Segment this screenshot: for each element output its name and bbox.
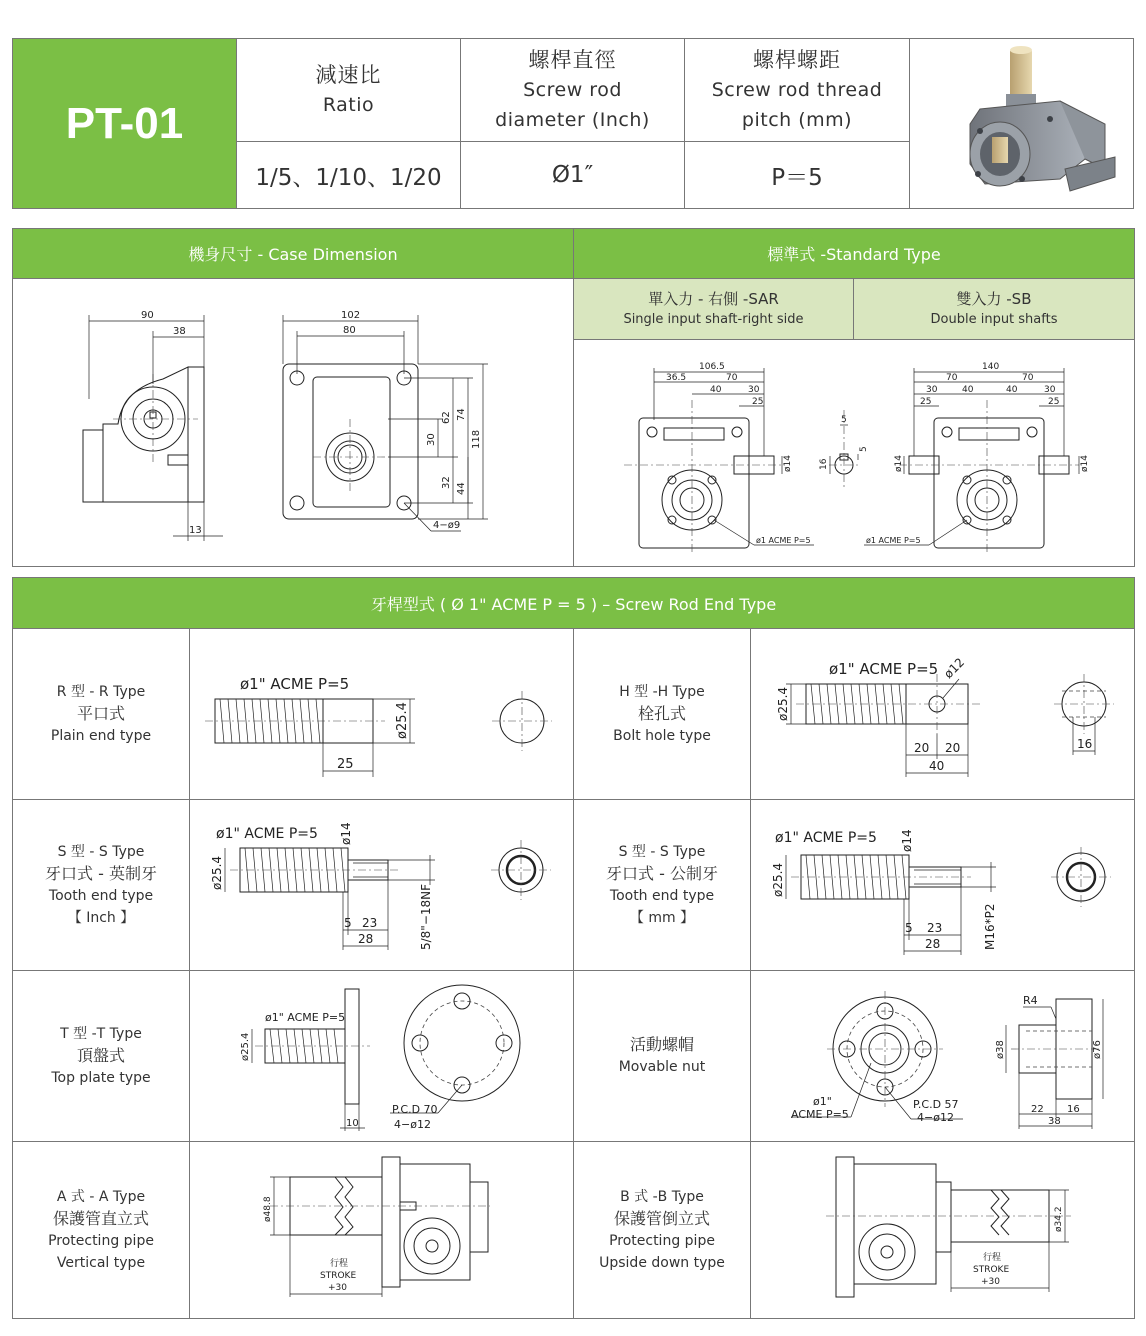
ratio-header bbox=[236, 38, 461, 142]
nut-dim-16: 16 bbox=[1067, 1104, 1080, 1115]
h-dim-254: ø25.4 bbox=[776, 686, 790, 721]
rod-dia-en1: Screw rod bbox=[523, 79, 622, 101]
a-type-label-cell bbox=[12, 1141, 190, 1319]
t-acme-label: ø1" ACME P=5 bbox=[265, 1011, 346, 1024]
dim-62: 62 bbox=[441, 411, 452, 424]
b-dim-342: ø34.2 bbox=[1054, 1206, 1064, 1232]
s-mm-label-cell bbox=[573, 799, 751, 971]
case-front-view bbox=[283, 310, 488, 531]
pitch-value: P＝5 bbox=[771, 164, 823, 191]
sb-dim-70a: 70 bbox=[946, 373, 958, 383]
key-detail bbox=[819, 410, 869, 490]
b-dim-stroke3: +30 bbox=[981, 1277, 1000, 1287]
s-inch-svg bbox=[190, 800, 573, 970]
h-acme-label: ø1" ACME P=5 bbox=[829, 660, 939, 678]
s-mm-dim-14: ø14 bbox=[900, 829, 914, 852]
sar-dim-365: 36.5 bbox=[666, 373, 687, 383]
r-type-line3: Plain end type bbox=[50, 728, 152, 744]
s-inch-line3: Tooth end type bbox=[48, 888, 154, 904]
case-side-view bbox=[83, 310, 223, 541]
sb-dim-acme: ø1 ACME P=5 bbox=[866, 536, 921, 545]
a-type-line2: 保護管直立式 bbox=[52, 1209, 149, 1228]
standard-type-header bbox=[573, 228, 1135, 279]
b-type-line2: 保護管倒立式 bbox=[613, 1209, 710, 1228]
sar-en: Single input shaft-right side bbox=[623, 312, 804, 327]
sb-cjk: 雙入力 -SB bbox=[956, 290, 1032, 308]
s-inch-dim-5: 5 bbox=[344, 916, 352, 930]
t-type-label-cell bbox=[12, 970, 190, 1142]
s-inch-dim-14: ø14 bbox=[339, 822, 353, 845]
sb-header bbox=[853, 278, 1135, 340]
s-mm-line3: Tooth end type bbox=[609, 888, 715, 904]
ratio-value: 1/5、1/10、1/20 bbox=[255, 164, 442, 191]
sar-dim-14: ø14 bbox=[783, 455, 793, 472]
r-type-line1: R 型 - R Type bbox=[56, 684, 146, 700]
t-type-line2: 頂盤式 bbox=[76, 1046, 125, 1065]
dim-13: 13 bbox=[189, 525, 202, 536]
dim-118: 118 bbox=[471, 429, 482, 449]
a-dim-stroke3: +30 bbox=[328, 1283, 347, 1293]
standard-type-title: 標準式 -Standard Type bbox=[767, 245, 941, 264]
dim-102: 102 bbox=[341, 310, 361, 321]
h-dim-20b: 20 bbox=[945, 741, 961, 755]
sar-dim-acme: ø1 ACME P=5 bbox=[756, 536, 811, 545]
model-cell bbox=[12, 38, 237, 209]
h-type-svg bbox=[751, 629, 1134, 799]
h-type-label-cell bbox=[573, 628, 751, 800]
b-type-drawing bbox=[750, 1141, 1135, 1319]
sb-en: Double input shafts bbox=[930, 312, 1058, 327]
b-dim-stroke2: STROKE bbox=[973, 1265, 1010, 1275]
key-dim-16: 16 bbox=[819, 458, 829, 470]
sar-cjk: 單入力 - 右側 -SAR bbox=[648, 290, 779, 308]
rod-dia-en2: diameter (Inch) bbox=[495, 109, 650, 131]
s-mm-dim-254: ø25.4 bbox=[771, 862, 785, 897]
dim-32: 32 bbox=[441, 476, 452, 489]
s-mm-svg bbox=[751, 800, 1134, 970]
ratio-cjk: 減速比 bbox=[315, 63, 382, 87]
case-dimension-svg bbox=[13, 279, 573, 566]
nut-line2: Movable nut bbox=[618, 1059, 706, 1075]
sar-dim-70: 70 bbox=[726, 373, 738, 383]
a-type-line3: Protecting pipe bbox=[48, 1233, 154, 1249]
nut-label-cell bbox=[573, 970, 751, 1142]
h-dim-40: 40 bbox=[929, 759, 945, 773]
t-type-line1: T 型 -T Type bbox=[60, 1026, 142, 1042]
dim-38: 38 bbox=[173, 326, 186, 337]
sar-dim-30: 30 bbox=[748, 385, 760, 395]
s-inch-dim-thread: 5/8"−18NF bbox=[419, 883, 433, 950]
nut-dim-acme2: ACME P=5 bbox=[791, 1108, 849, 1121]
b-type-line3: Protecting pipe bbox=[609, 1233, 715, 1249]
s-mm-line2: 牙口式 - 公制牙 bbox=[606, 864, 718, 883]
h-type-line1: H 型 -H Type bbox=[619, 684, 705, 700]
sb-dim-40a: 40 bbox=[962, 385, 974, 395]
b-type-label-cell bbox=[573, 1141, 751, 1319]
ratio-value-cell bbox=[236, 141, 461, 209]
sb-dim-30b: 30 bbox=[1044, 385, 1056, 395]
t-dim-10: 10 bbox=[346, 1118, 359, 1129]
b-type-svg bbox=[751, 1142, 1134, 1318]
a-type-drawing bbox=[189, 1141, 574, 1319]
rod-type-header bbox=[12, 577, 1135, 629]
case-dimension-header bbox=[12, 228, 574, 279]
nut-dim-38: ø38 bbox=[995, 1040, 1006, 1059]
dim-30: 30 bbox=[426, 433, 437, 446]
r-type-svg bbox=[190, 629, 573, 799]
s-mm-dim-28: 28 bbox=[925, 937, 941, 951]
dim-holes: 4−ø9 bbox=[433, 520, 461, 531]
t-type-line3: Top plate type bbox=[51, 1070, 151, 1086]
nut-dim-76: ø76 bbox=[1092, 1040, 1103, 1059]
pitch-header bbox=[684, 38, 910, 142]
sar-dim-40: 40 bbox=[710, 385, 722, 395]
s-mm-acme-label: ø1" ACME P=5 bbox=[775, 830, 877, 846]
sb-dim-40b: 40 bbox=[1006, 385, 1018, 395]
r-type-drawing bbox=[189, 628, 574, 800]
nut-dim-pcd: P.C.D 57 bbox=[913, 1098, 959, 1111]
h-dim-16: 16 bbox=[1077, 737, 1093, 751]
t-dim-pcd: P.C.D 70 bbox=[392, 1103, 438, 1116]
rod-dia-header bbox=[460, 38, 685, 142]
product-image-cell bbox=[909, 38, 1134, 209]
nut-dim-38b: 38 bbox=[1048, 1116, 1061, 1127]
standard-type-svg bbox=[574, 340, 1134, 566]
s-mm-dim-thread: M16*P2 bbox=[983, 903, 997, 950]
nut-drawing bbox=[750, 970, 1135, 1142]
s-mm-drawing bbox=[750, 799, 1135, 971]
r-dim-254: ø25.4 bbox=[395, 702, 410, 739]
t-dim-254: ø25.4 bbox=[240, 1032, 251, 1061]
a-type-line1: A 式 - A Type bbox=[56, 1189, 146, 1205]
sar-dim-25: 25 bbox=[752, 397, 764, 407]
h-dim-20a: 20 bbox=[914, 741, 930, 755]
dia-value-cell bbox=[460, 141, 685, 209]
r-dim-25: 25 bbox=[337, 757, 354, 772]
s-inch-line4: 【 Inch 】 bbox=[67, 910, 135, 926]
h-type-line2: 栓孔式 bbox=[637, 704, 686, 723]
sb-dim-30a: 30 bbox=[926, 385, 938, 395]
a-dim-stroke2: STROKE bbox=[320, 1271, 357, 1281]
s-inch-dim-23: 23 bbox=[362, 916, 378, 930]
standard-type-drawing bbox=[573, 339, 1135, 567]
h-type-drawing bbox=[750, 628, 1135, 800]
s-mm-line1: S 型 - S Type bbox=[618, 844, 706, 860]
h-type-line3: Bolt hole type bbox=[613, 728, 711, 744]
nut-dim-holes: 4−ø12 bbox=[917, 1111, 954, 1124]
a-type-svg bbox=[190, 1142, 573, 1318]
sar-dim-1065: 106.5 bbox=[699, 362, 725, 372]
nut-dim-r4: R4 bbox=[1023, 994, 1038, 1007]
a-dim-stroke1: 行程 bbox=[330, 1259, 349, 1269]
r-acme-label: ø1" ACME P=5 bbox=[240, 675, 350, 693]
case-dimension-title: 機身尺寸 - Case Dimension bbox=[188, 245, 398, 264]
nut-dim-acme1: ø1" bbox=[813, 1095, 832, 1108]
sb-dim-14b: ø14 bbox=[1080, 455, 1090, 472]
h-dim-12: ø12 bbox=[941, 655, 968, 682]
dim-44: 44 bbox=[456, 482, 467, 495]
key-dim-5b: 5 bbox=[859, 446, 869, 452]
rod-dia-cjk: 螺桿直徑 bbox=[528, 48, 617, 72]
ratio-en: Ratio bbox=[322, 94, 375, 116]
pitch-en2: pitch (mm) bbox=[741, 109, 853, 131]
pitch-en1: Screw rod thread bbox=[711, 79, 883, 101]
t-type-svg bbox=[190, 971, 573, 1141]
rod-type-title: 牙桿型式 ( Ø 1" ACME P = 5 ) – Screw Rod End Type bbox=[370, 594, 777, 614]
model-title: PT-01 bbox=[65, 98, 184, 148]
r-type-label-cell bbox=[12, 628, 190, 800]
t-type-drawing bbox=[189, 970, 574, 1142]
sb-dim-14a: ø14 bbox=[894, 455, 904, 472]
dim-90: 90 bbox=[141, 310, 154, 321]
s-mm-dim-23: 23 bbox=[927, 921, 943, 935]
s-inch-line2: 牙口式 - 英制牙 bbox=[45, 864, 157, 883]
b-type-line1: B 式 -B Type bbox=[620, 1189, 704, 1205]
b-type-line4: Upside down type bbox=[599, 1255, 725, 1271]
sb-dim-25b: 25 bbox=[1048, 397, 1060, 407]
gearbox-product-image bbox=[910, 39, 1133, 208]
s-inch-line1: S 型 - S Type bbox=[57, 844, 145, 860]
dim-80: 80 bbox=[343, 325, 356, 336]
dia-value: Ø1″ bbox=[551, 162, 594, 188]
pitch-cjk: 螺桿螺距 bbox=[753, 48, 841, 72]
nut-svg bbox=[751, 971, 1134, 1141]
s-inch-dim-254: ø25.4 bbox=[210, 855, 224, 890]
a-dim-488: ø48.8 bbox=[263, 1196, 273, 1222]
s-inch-dim-28: 28 bbox=[358, 932, 374, 946]
b-dim-stroke1: 行程 bbox=[983, 1253, 1002, 1263]
sar-header bbox=[573, 278, 854, 340]
case-dimension-drawing bbox=[12, 278, 574, 567]
nut-line1: 活動螺帽 bbox=[629, 1035, 694, 1054]
a-type-line4: Vertical type bbox=[56, 1255, 146, 1271]
s-inch-label-cell bbox=[12, 799, 190, 971]
sb-dim-25a: 25 bbox=[920, 397, 932, 407]
sb-view bbox=[864, 362, 1090, 555]
s-inch-drawing bbox=[189, 799, 574, 971]
key-dim-5a: 5 bbox=[841, 415, 847, 425]
t-dim-holes: 4−ø12 bbox=[394, 1118, 431, 1131]
s-inch-acme-label: ø1" ACME P=5 bbox=[216, 826, 318, 842]
sb-dim-140: 140 bbox=[982, 362, 1000, 372]
dim-74: 74 bbox=[456, 408, 467, 421]
s-mm-line4: 【 mm 】 bbox=[629, 910, 695, 926]
nut-dim-22: 22 bbox=[1031, 1104, 1044, 1115]
sar-view bbox=[624, 362, 814, 555]
s-mm-dim-5: 5 bbox=[905, 921, 913, 935]
r-type-line2: 平口式 bbox=[76, 704, 125, 723]
sb-dim-70b: 70 bbox=[1022, 373, 1034, 383]
pitch-value-cell bbox=[684, 141, 910, 209]
